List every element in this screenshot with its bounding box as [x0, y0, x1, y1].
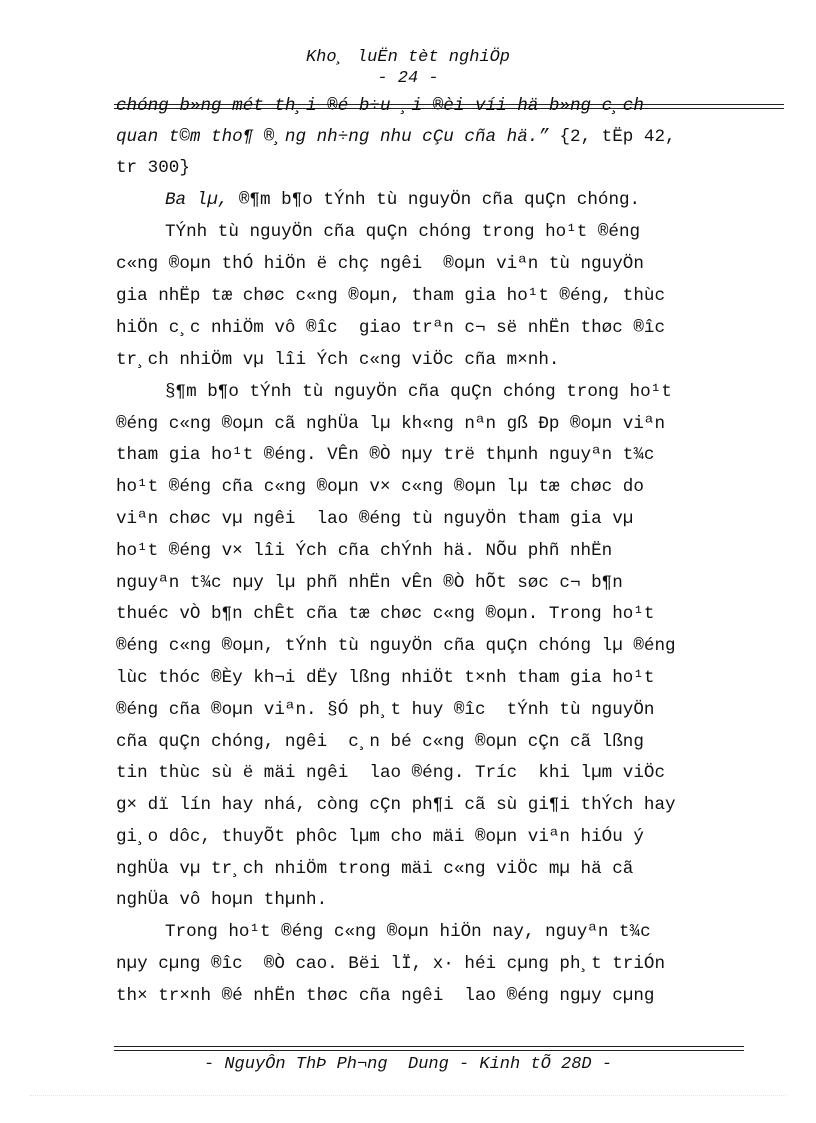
- body-line: ®éng c«ng ®oµn cã nghÜa lµ kh«ng nªn gß Ðp ®oµn viªn: [116, 414, 666, 434]
- body-line: th× tr×nh ®é nhËn thøc cña ngêi lao ®éng ngµy cµng: [116, 986, 655, 1006]
- header-title: Kho¸ luËn tèt nghiÖp: [305, 48, 511, 67]
- body-line: chóng b»ng mét th¸i ®é b÷u ¸i ®èi víi hä b»ng c¸ch: [116, 96, 644, 116]
- body-line: lùc thóc ®Èy kh¬i dËy lßng nhiÖt t×nh tham gia ho¹t: [116, 668, 655, 688]
- section-heading: [165, 189, 640, 211]
- body-line: gia nhËp tæ chøc c«ng ®oµn, tham gia ho¹t ®éng, thùc: [116, 286, 666, 306]
- body-line: gi¸o dôc, thuyÕt phôc lµm cho mäi ®oµn viªn hiÓu ý: [116, 827, 644, 847]
- heading-prefix: Ba lµ,: [165, 190, 229, 210]
- body-line: nµy cµng ®îc ®Ò cao. Bëi lÏ, x· héi cµng ph¸t triÓn: [116, 954, 666, 974]
- body-line: ho¹t ®éng v× lîi Ých cña chÝnh hä. NÕu phñ nhËn: [116, 541, 613, 561]
- heading-text: ®¶m b¶o tÝnh tù nguyÖn cña quÇn chóng.: [228, 190, 641, 210]
- footer-text: - NguyÔn ThÞ Ph¬ng Dung - Kinh tÕ 28D -: [203, 1055, 613, 1074]
- body-line: ®éng c«ng ®oµn, tÝnh tù nguyÖn cña quÇn chóng lµ ®éng: [116, 636, 676, 656]
- footer-rule-top: [114, 1046, 744, 1047]
- body-line: [116, 126, 676, 148]
- body-line: thuéc vÒ b¶n chÊt cña tæ chøc c«ng ®oµn. Trong ho¹t: [116, 604, 655, 624]
- body-line: ®éng cña ®oµn viªn. §Ó ph¸t huy ®îc tÝnh tù nguyÖn: [116, 700, 655, 720]
- body-line: Trong ho¹t ®éng c«ng ®oµn hiÖn nay, nguyªn t¾c: [165, 922, 651, 942]
- body-line: tham gia ho¹t ®éng. VÊn ®Ò nµy trë thµnh nguyªn t¾c: [116, 445, 655, 465]
- citation: {2, tËp 42,: [548, 127, 676, 147]
- body-line: cña quÇn chóng, ngêi c¸n bé c«ng ®oµn cÇn cã lßng: [116, 732, 644, 752]
- body-line: hiÖn c¸c nhiÖm vô ®îc giao trªn c¬ së nhËn thøc ®îc: [116, 318, 666, 338]
- body-line: nghÜa vµ tr¸ch nhiÖm trong mäi c«ng viÖc mµ hä cã: [116, 859, 634, 879]
- quote-text: quan t©m tho¶ ®¸ng nh÷ng nhu cÇu cña hä.”: [116, 127, 549, 147]
- body-line: nguyªn t¾c nµy lµ phñ nhËn vÊn ®Ò hÕt søc c¬ b¶n: [116, 573, 623, 593]
- footer-rule-bottom: [114, 1050, 744, 1051]
- body-line: tr¸ch nhiÖm vµ lîi Ých c«ng viÖc cña m×nh.: [116, 350, 560, 370]
- body-line: g× dï lín hay nhá, còng cÇn ph¶i cã sù gi¶i thÝch hay: [116, 795, 676, 815]
- body-line: viªn chøc vµ ngêi lao ®éng tù nguyÖn tham gia vµ: [116, 509, 634, 529]
- body-line: tin thùc sù ë mäi ngêi lao ®éng. Tríc khi lµm viÖc: [116, 763, 666, 783]
- body-line: c«ng ®oµn thÓ hiÖn ë chç ngêi ®oµn viªn tù nguyÖn: [116, 254, 644, 274]
- page-number: - 24 -: [377, 69, 439, 88]
- page-edge-divider: [30, 1095, 786, 1096]
- body-line: §¶m b¶o tÝnh tù nguyÖn cña quÇn chóng trong ho¹t: [165, 382, 672, 402]
- body-line: ho¹t ®éng cña c«ng ®oµn v× c«ng ®oµn lµ tæ chøc do: [116, 477, 644, 497]
- body-line: tr 300}: [116, 158, 190, 178]
- body-line: TÝnh tù nguyÖn cña quÇn chóng trong ho¹t ®éng: [165, 222, 641, 242]
- body-line: nghÜa vô hoµn thµnh.: [116, 890, 328, 910]
